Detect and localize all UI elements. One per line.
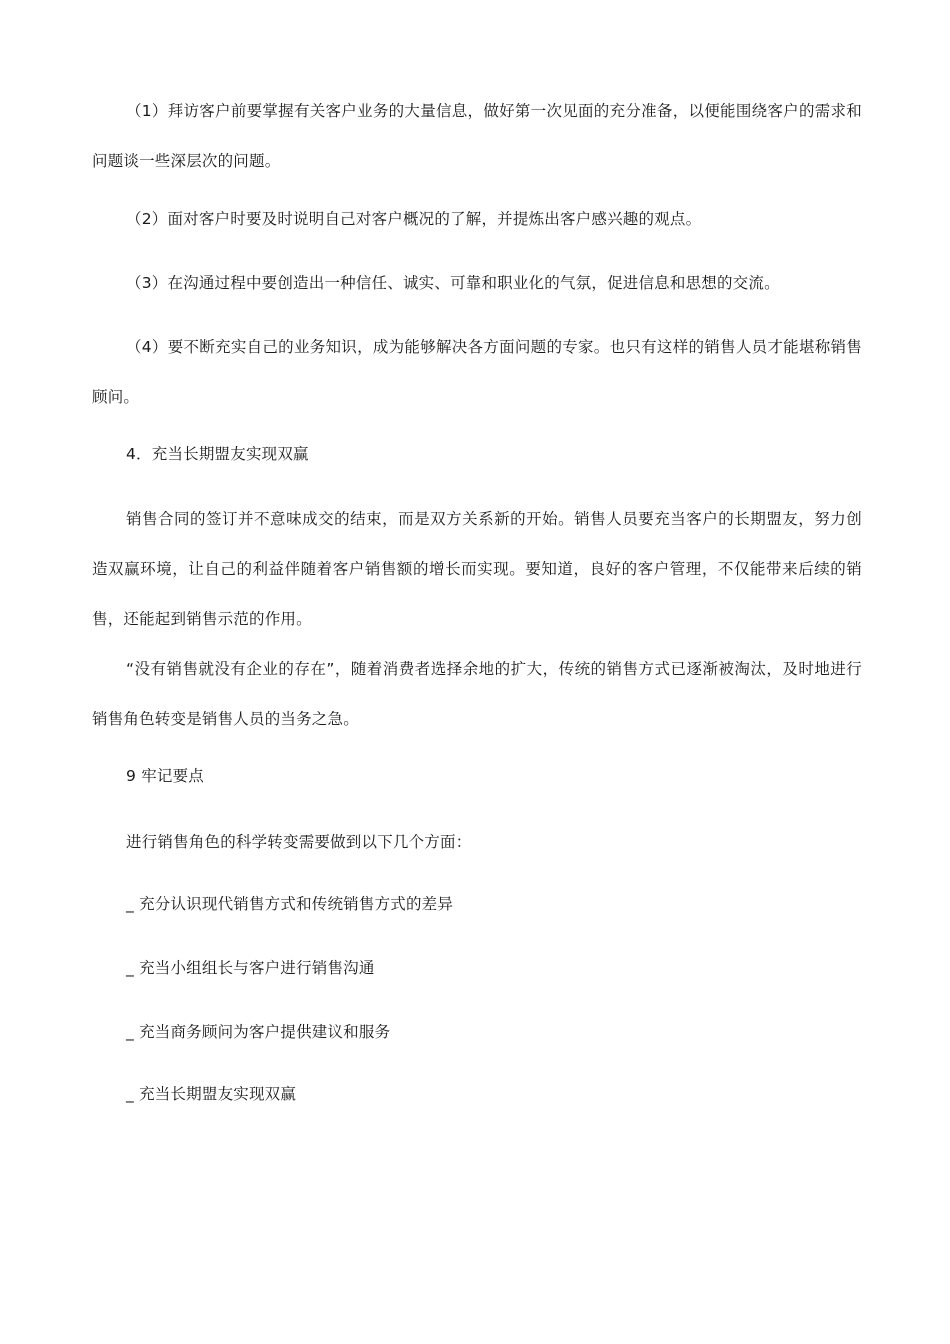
- paragraph-business-knowledge: （4）要不断充实自己的业务知识，成为能够解决各方面问题的专家。也只有这样的销售人员才能堪称销售顾问。: [92, 338, 862, 406]
- paragraph-role-transformation: “没有销售就没有企业的存在”，随着消费者选择余地的扩大，传统的销售方式已逐渐被淘汰，及时地进行销售角色转变是销售人员的当务之急。: [92, 660, 862, 728]
- paragraph-trust-atmosphere: （3）在沟通过程中要创造出一种信任、诚实、可靠和职业化的气氛，促进信息和思想的交流。: [126, 274, 780, 292]
- paragraph-intro-list: 进行销售角色的科学转变需要做到以下几个方面：: [126, 833, 472, 851]
- list-item-team-leader: _ 充当小组组长与客户进行销售沟通: [126, 959, 375, 977]
- list-item-understand-difference: _ 充分认识现代销售方式和传统销售方式的差异: [126, 895, 454, 913]
- list-item-business-consultant: _ 充当商务顾问为客户提供建议和服务: [126, 1023, 391, 1041]
- section-heading-long-term-ally: 4．充当长期盟友实现双赢: [126, 445, 309, 463]
- section-heading-key-points: 9 牢记要点: [126, 767, 204, 785]
- paragraph-customer-overview: （2）面对客户时要及时说明自己对客户概况的了解，并提炼出客户感兴趣的观点。: [126, 210, 702, 228]
- list-item-long-term-ally: _ 充当长期盟友实现双赢: [126, 1085, 297, 1103]
- paragraph-visit-preparation: （1）拜访客户前要掌握有关客户业务的大量信息，做好第一次见面的充分准备，以便能围绕客户的需求和问题谈一些深层次的问题。: [92, 102, 862, 170]
- paragraph-sales-contract: 销售合同的签订并不意味成交的结束，而是双方关系新的开始。销售人员要充当客户的长期盟友，努力创造双赢环境，让自己的利益伴随着客户销售额的增长而实现。要知道，良好的客户管理，不仅能带来后续的销售，还能起到销售示范的作用。: [92, 510, 862, 628]
